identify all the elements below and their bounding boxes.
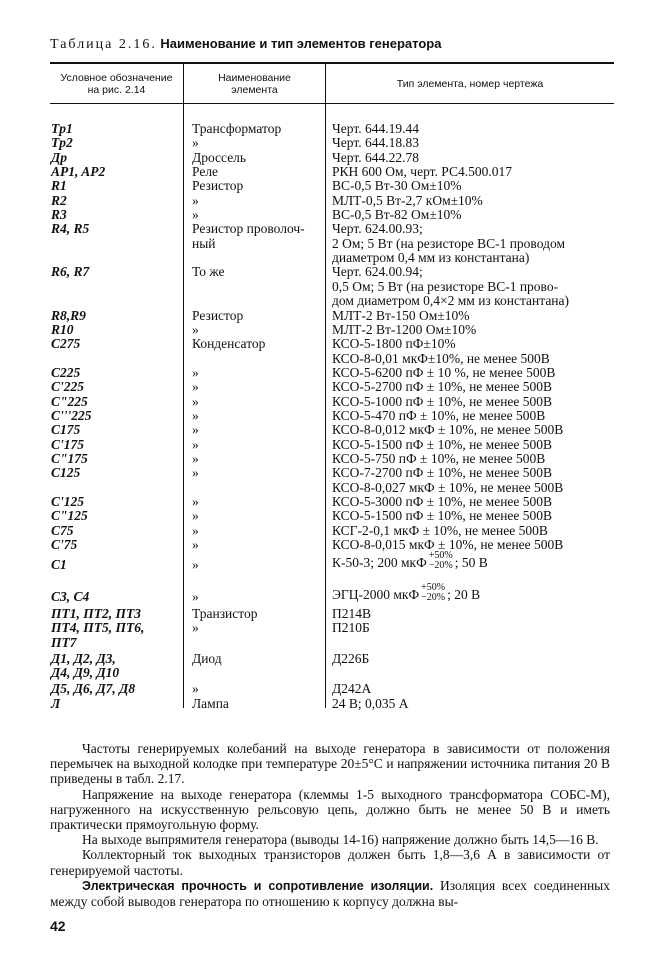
type-cell: КСО-5-3000 пФ ± 10%, не менее 500В xyxy=(332,494,553,509)
designation-cell: Д5, Д6, Д7, Д8 xyxy=(51,681,136,696)
table-row xyxy=(0,549,660,580)
table-row xyxy=(0,208,660,222)
name-cell: То же xyxy=(192,264,225,279)
tolerance-minus: −20% xyxy=(421,591,446,603)
type-cell: Черт. 644.22.78 xyxy=(332,150,419,165)
table-row xyxy=(0,309,660,323)
designation-cell: C'125 xyxy=(51,494,85,509)
table-caption-title: Наименование и тип элементов генератора xyxy=(160,36,442,51)
insulation-heading: Электрическая прочность и сопротивление изоляции. xyxy=(82,878,434,893)
name-cell: Дроссель xyxy=(192,150,247,165)
table-row xyxy=(0,122,660,136)
body-text xyxy=(50,741,610,909)
tolerance-stack xyxy=(421,583,445,603)
designation-cell: C75 xyxy=(51,523,74,538)
type-cell: МЛТ-2 Вт-1200 Ом±10% xyxy=(332,322,477,337)
table-row xyxy=(0,509,660,523)
table-row xyxy=(0,607,660,621)
designation-cell: Д1, Д2, Д3, xyxy=(51,651,116,666)
table-row xyxy=(0,621,660,635)
name-cell: » xyxy=(192,365,199,380)
capacitor-voltage: ; 50 В xyxy=(454,555,488,570)
paragraph-collector-current: Коллекторный ток выходных транзисторов должен быть 1,8—3,6 А в зависимости от генерируемой частоты. xyxy=(50,847,610,878)
designation-cell: R8,R9 xyxy=(51,308,86,323)
designation-cell: Д4, Д9, Д10 xyxy=(51,665,120,680)
type-cell: Д242А xyxy=(332,681,372,696)
table-row xyxy=(0,265,660,279)
table-row xyxy=(0,495,660,509)
type-cell: КСО-5-1000 пФ ± 10%, не менее 500В xyxy=(332,394,553,409)
designation-cell: C175 xyxy=(51,422,81,437)
header-type: Тип элемента, номер чертежа xyxy=(396,78,544,90)
name-cell: » xyxy=(192,437,199,452)
name-cell: » xyxy=(192,537,199,552)
type-cell: КСГ-2-0,1 мкФ ± 10%, не менее 500В xyxy=(332,523,548,538)
designation-cell: Др xyxy=(51,150,67,165)
type-cell: 24 В; 0,035 А xyxy=(332,696,409,711)
type-cell: РКН 600 Ом, черт. РС4.500.017 xyxy=(332,164,512,179)
designation-cell: R4, R5 xyxy=(51,221,90,236)
table-row xyxy=(0,524,660,538)
type-cell: КСО-7-2700 пФ ± 10%, не менее 500В xyxy=(332,465,553,480)
table-row xyxy=(0,538,660,552)
tolerance-minus: −20% xyxy=(428,559,453,571)
type-cell xyxy=(332,581,481,603)
table-row xyxy=(0,280,660,294)
designation-cell: C1 xyxy=(51,557,67,572)
table-row xyxy=(0,151,660,165)
name-cell: » xyxy=(192,379,199,394)
header-designation: Условное обозначение на рис. 2.14 xyxy=(60,72,173,96)
type-cell: КСО-5-2700 пФ ± 10%, не менее 500В xyxy=(332,379,553,394)
table-row xyxy=(0,395,660,409)
table-row xyxy=(0,636,660,650)
designation-cell: C225 xyxy=(51,365,81,380)
name-cell: » xyxy=(192,193,199,208)
paragraph-rectifier: На выходе выпрямителя генератора (выводы 14-16) напряжение должно быть 14,5—16 В. xyxy=(82,832,599,848)
paragraph-insulation xyxy=(50,878,610,909)
name-cell: Трансформатор xyxy=(192,121,282,136)
designation-cell: C'75 xyxy=(51,537,78,552)
type-cell: П210Б xyxy=(332,620,370,635)
table-row xyxy=(0,251,660,265)
designation-cell: R6, R7 xyxy=(51,264,90,279)
name-cell: » xyxy=(192,135,199,150)
tolerance-stack xyxy=(429,551,453,571)
type-cell: Черт. 644.19.44 xyxy=(332,121,419,136)
paragraph-frequencies: Частоты генерируемых колебаний на выходе генератора в зависимости от положения перемычек на выходной колодке при температуре 20±5°С и напряжении источника питания 20 В приведены в табл. 2.17. xyxy=(50,741,610,787)
type-cell: КСО-5-6200 пФ ± 10 %, не менее 500В xyxy=(332,365,556,380)
type-cell: ВС-0,5 Вт-82 Ом±10% xyxy=(332,207,462,222)
table-row xyxy=(0,352,660,366)
name-cell: Реле xyxy=(192,164,219,179)
name-cell: » xyxy=(192,620,199,635)
type-cell: КСО-8-0,012 мкФ ± 10%, не менее 500В xyxy=(332,422,564,437)
type-cell: 2 Ом; 5 Вт (на резисторе ВС-1 проводом xyxy=(332,236,565,251)
tolerance-plus: +50% xyxy=(428,549,453,561)
table-row xyxy=(0,194,660,208)
name-cell: » xyxy=(192,207,199,222)
paragraph-output-voltage: Напряжение на выходе генератора (клеммы 1-5 выходного трансформатора СОБС-М), нагруженного на искусственную рельсовую цепь, должно быть не менее 50 В и иметь практически прямоугольную форму. xyxy=(50,786,610,833)
table-row xyxy=(0,179,660,193)
name-cell: » xyxy=(192,408,199,423)
designation-cell: C'''225 xyxy=(51,408,92,423)
table-row xyxy=(0,380,660,394)
table-row xyxy=(0,409,660,423)
name-cell: » xyxy=(192,523,199,538)
table-row xyxy=(0,165,660,179)
name-cell: Лампа xyxy=(192,696,229,711)
name-cell: » xyxy=(192,394,199,409)
designation-cell: C125 xyxy=(51,465,81,480)
name-cell: Резистор xyxy=(192,178,244,193)
name-cell: ный xyxy=(192,236,216,251)
name-cell: » xyxy=(192,451,199,466)
insulation-text: Изоляция всех соединенных между собой выводов генератора по отношению к корпусу должна вы- xyxy=(50,877,610,910)
table-row xyxy=(0,237,660,251)
type-cell: ВС-0,5 Вт-30 Ом±10% xyxy=(332,178,462,193)
name-cell: » xyxy=(192,681,199,696)
designation-cell: Tp1 xyxy=(51,121,73,136)
designation-cell: Tp2 xyxy=(51,135,73,150)
designation-cell: R1 xyxy=(51,178,67,193)
designation-cell: C'225 xyxy=(51,379,85,394)
type-cell: КСО-8-0,027 мкФ ± 10%, не менее 500В xyxy=(332,480,564,495)
capacitor-voltage: ; 20 В xyxy=(447,587,481,602)
type-cell: КСО-8-0,01 мкФ±10%, не менее 500В xyxy=(332,351,550,366)
type-cell: КСО-8-0,015 мкФ ± 10%, не менее 500В xyxy=(332,537,564,552)
type-cell: Черт. 624.00.94; xyxy=(332,264,423,279)
table-row xyxy=(0,294,660,308)
tolerance-plus: +50% xyxy=(421,581,446,593)
page-number: 42 xyxy=(50,918,66,934)
capacitor-type: ЭГЦ-2000 мкФ xyxy=(332,587,420,602)
type-cell: МЛТ-2 Вт-150 Ом±10% xyxy=(332,308,470,323)
table-top-rule xyxy=(50,62,614,64)
table-row xyxy=(0,366,660,380)
type-cell: КСО-5-1500 пФ ± 10%, не менее 500В xyxy=(332,437,553,452)
name-cell: » xyxy=(192,494,199,509)
table-row xyxy=(0,697,660,711)
name-cell: » xyxy=(192,465,199,480)
designation-cell: C"175 xyxy=(51,451,88,466)
name-cell: Транзистор xyxy=(192,606,258,621)
type-cell: Д226Б xyxy=(332,651,370,666)
designation-cell: R3 xyxy=(51,207,67,222)
header-name: Наименование элемента xyxy=(218,72,291,96)
name-cell: Резистор xyxy=(192,308,244,323)
table-caption-label: Таблица 2.16. xyxy=(50,37,157,52)
designation-cell: ПТ1, ПТ2, ПТ3 xyxy=(51,606,141,621)
table-row xyxy=(0,481,660,495)
type-cell: П214В xyxy=(332,606,372,621)
type-cell: КСО-5-470 пФ ± 10%, не менее 500В xyxy=(332,408,546,423)
table-header-rule xyxy=(50,103,614,104)
name-cell: » xyxy=(192,322,199,337)
designation-cell: C"225 xyxy=(51,394,88,409)
table-row xyxy=(0,452,660,466)
name-cell: Диод xyxy=(192,651,222,666)
type-cell: Черт. 624.00.93; xyxy=(332,221,423,236)
table-row xyxy=(0,666,660,680)
type-cell: Черт. 644.18.83 xyxy=(332,135,419,150)
designation-cell: AP1, AP2 xyxy=(51,164,106,179)
designation-cell: Л xyxy=(51,696,61,711)
type-cell: МЛТ-0,5 Вт-2,7 кОм±10% xyxy=(332,193,483,208)
type-cell xyxy=(332,549,488,571)
designation-cell: C'175 xyxy=(51,437,85,452)
name-cell: » xyxy=(192,508,199,523)
designation-cell: C3, C4 xyxy=(51,589,90,604)
designation-cell: R10 xyxy=(51,322,74,337)
name-cell: » xyxy=(192,589,199,604)
table-row xyxy=(0,466,660,480)
table-caption xyxy=(50,36,630,53)
type-cell: КСО-5-1800 пФ±10% xyxy=(332,336,456,351)
table-row xyxy=(0,682,660,696)
name-cell: » xyxy=(192,422,199,437)
type-cell: диаметром 0,4 мм из константана) xyxy=(332,250,530,265)
name-cell: Резистор проволоч- xyxy=(192,221,305,236)
designation-cell: C"125 xyxy=(51,508,88,523)
type-cell: КСО-5-1500 пФ ± 10%, не менее 500В xyxy=(332,508,553,523)
type-cell: дом диаметром 0,4×2 мм из константана) xyxy=(332,293,570,308)
table-row xyxy=(0,438,660,452)
table-row xyxy=(0,136,660,150)
table-row xyxy=(0,423,660,437)
designation-cell: ПТ4, ПТ5, ПТ6, xyxy=(51,620,145,635)
type-cell: КСО-5-750 пФ ± 10%, не менее 500В xyxy=(332,451,546,466)
designation-cell: C275 xyxy=(51,336,81,351)
name-cell: Конденсатор xyxy=(192,336,266,351)
table-row xyxy=(0,652,660,666)
table-row xyxy=(0,222,660,236)
table-row xyxy=(0,323,660,337)
name-cell: » xyxy=(192,557,199,572)
capacitor-type: К-50-3; 200 мкФ xyxy=(332,555,427,570)
table-row xyxy=(0,337,660,351)
designation-cell: ПТ7 xyxy=(51,635,77,650)
designation-cell: R2 xyxy=(51,193,67,208)
type-cell: 0,5 Ом; 5 Вт (на резисторе ВС-1 прово- xyxy=(332,279,559,294)
